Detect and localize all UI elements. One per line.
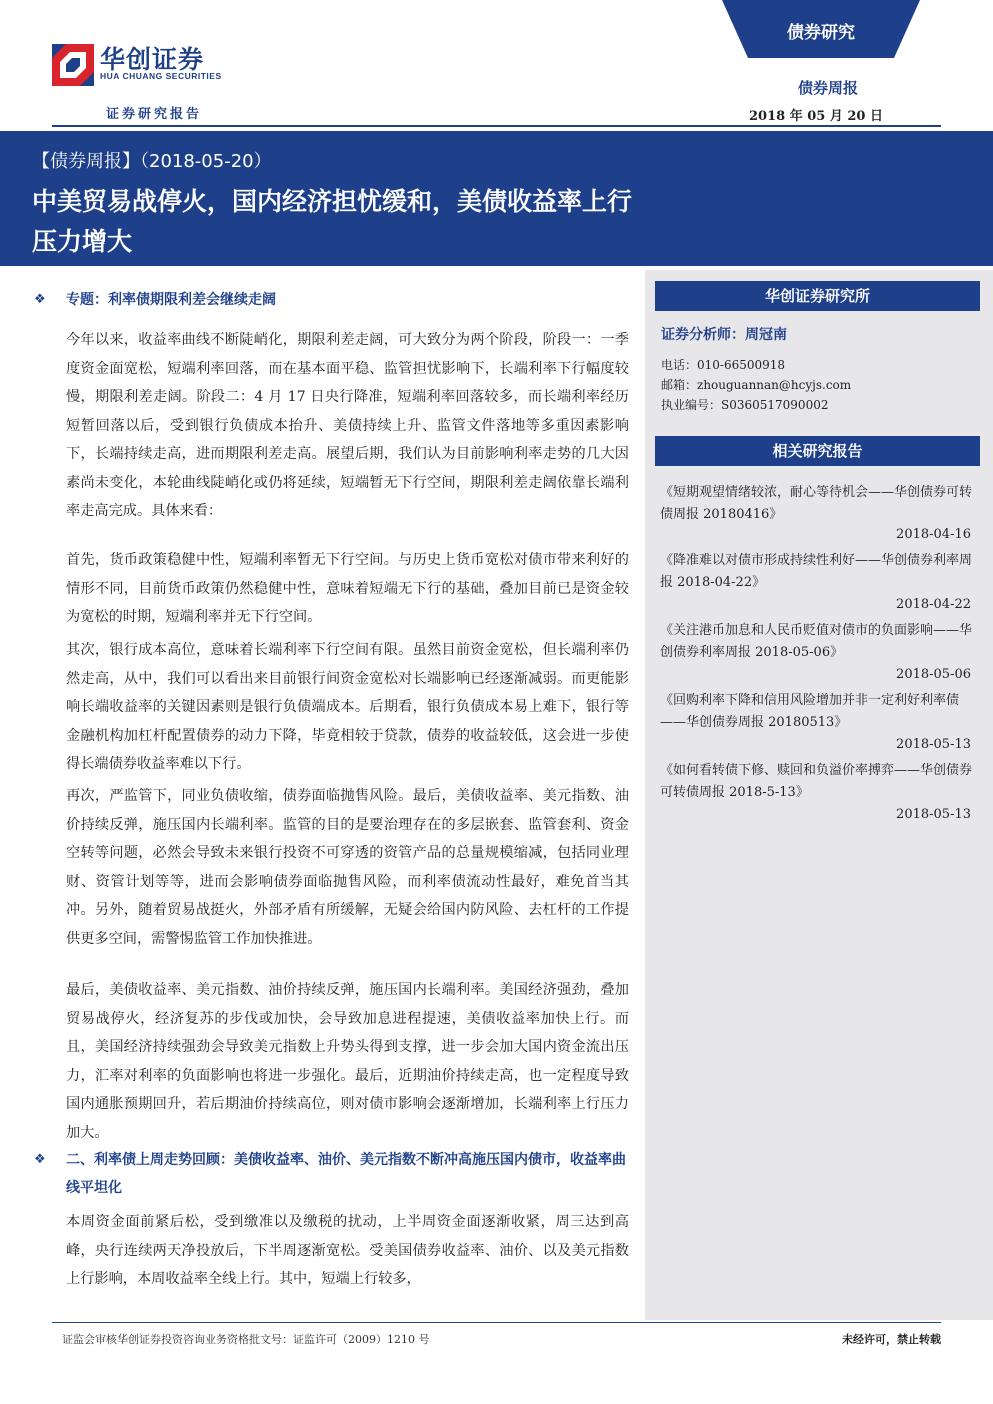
paragraph: 本周资金面前紧后松，受到缴准以及缴税的扰动，上半周资金面逐渐收紧，周三达到高峰，央行连续两天净投放后，下半周逐渐宽松。受美国债券收益率、油价、以及美元指数上行影响，本周收益率全线上行。其中，短端上行较多， <box>66 1214 629 1287</box>
related-reports-heading: 相关研究报告 <box>655 436 980 466</box>
related-report-date: 2018-04-22 <box>896 597 971 612</box>
logo-mark-icon <box>52 44 94 86</box>
footer-license-note: 证监会审核华创证券投资咨询业务资格批文号：证监许可（2009）1210 号 <box>62 1333 430 1346</box>
paragraph: 首先，货币政策稳健中性，短端利率暂无下行空间。与历史上货币宽松对债市带来利好的情形不同，目前货币政策仍然稳健中性，意味着短端无下行的基础，叠加目前已是资金较为宽松的时期，短端利率并无下行空间。 <box>66 552 629 625</box>
header-divider <box>52 125 941 127</box>
bullet-icon: ❖ <box>34 292 46 307</box>
corner-tab-label: 债券研究 <box>787 23 855 43</box>
report-category: 证券研究报告 <box>106 107 203 122</box>
analyst-email[interactable]: 邮箱：zhouguannan@hcyjs.com <box>661 378 852 392</box>
related-report-date: 2018-04-16 <box>896 527 971 542</box>
footer-copyright: 未经许可，禁止转载 <box>842 1333 941 1346</box>
section-heading: 专题：利率债期限利差会继续走阔 <box>66 292 276 308</box>
analyst-license: 执业编号：S0360517090002 <box>661 398 829 412</box>
related-report-title[interactable]: 《短期观望情绪较浓，耐心等待机会——华创债券可转债周报 20180416》 <box>660 485 973 522</box>
bullet-icon: ❖ <box>34 1152 46 1167</box>
related-report-title[interactable]: 《降准难以对债市形成持续性利好——华创债券利率周报 2018-04-22》 <box>660 553 973 590</box>
report-date: 2018 年 05 月 20 日 <box>749 109 883 124</box>
paragraph: 其次，银行成本高位，意味着长端利率下行空间有限。虽然目前资金宽松，但长端利率仍然走高，从中，我们可以看出来目前银行间资金宽松对长端影响已经逐渐减弱。而更能影响长端收益率的关键因素则是银行负债端成本。后期看，银行负债成本易上难下，银行等金融机构加杠杆配置债券的动力下降，毕竟相较于贷款，债券的收益较低，这会进一步使得长端债券收益率难以下行。 <box>66 642 629 772</box>
analyst-phone: 电话：010-66500918 <box>661 358 786 372</box>
report-type: 债券周报 <box>797 79 858 97</box>
analyst-name: 证券分析师：周冠南 <box>661 327 787 343</box>
section-heading: 二、利率债上周走势回顾：美债收益率、油价、美元指数不断冲高施压国内债市，收益率曲线平坦化 <box>66 1152 626 1196</box>
related-report-date: 2018-05-13 <box>896 737 971 752</box>
title-tag: 【债券周报】（2018-05-20） <box>32 151 272 172</box>
paragraph: 再次，严监管下，同业负债收缩，债券面临抛售风险。最后，美债收益率、美元指数、油价持续反弹，施压国内长端利率。监管的目的是要治理存在的多层嵌套、监管套利、资金空转等问题，必然会导致未来银行投资不可穿透的资管产品的总量规模缩减，包括同业理财、资管计划等等，进而会影响债券面临抛售风险，而利率债流动性最好，难免首当其冲。另外，随着贸易战挺火，外部矛盾有所缓解，无疑会给国内防风险、去杠杆的工作提供更多空间，需警惕监管工作加快推进。 <box>66 788 629 947</box>
page-title: 中美贸易战停火，国内经济担忧缓和，美债收益率上行压力增大 <box>32 187 633 256</box>
paragraph: 最后，美债收益率、美元指数、油价持续反弹，施压国内长端利率。美国经济强劲，叠加贸易战停火，经济复苏的步伐或加快，会导致加息进程提速，美债收益率加快上行。而且，美国经济持续强劲会导致美元指数上升势头得到支撑，进一步会加大国内资金流出压力，汇率对利率的负面影响也将进一步强化。最后，近期油价持续走高，也一定程度导致国内通胀预期回升，若后期油价持续高位，则对债市影响会逐渐增加，长端利率上行压力加大。 <box>66 982 629 1141</box>
paragraph: 今年以来，收益率曲线不断陡峭化，期限利差走阔，可大致分为两个阶段，阶段一：一季度资金面宽松，短端利率回落，而在基本面平稳、监管担忧影响下，长端利率下行幅度较慢，期限利差走阔。阶段二：4 月 17 日央行降准，短端利率回落较多，而长端利率经历短暂回落以后，受到银行负债成本抬升、美债持续上升、监管文件落地等多重因素影响下，长端持续走高，进而期限利差走高。展望后期，我们认为目前影响利率走势的几大因素尚未变化，本轮曲线陡峭化或仍将延续，短端暂无下行空间，期限利差走阔依靠长端利率走高完成。具体来看： <box>66 332 629 519</box>
related-report-date: 2018-05-13 <box>896 807 971 822</box>
related-report-title[interactable]: 《如何看转债下修、赎回和负溢价率搏弈——华创债券可转债周报 2018-5-13》 <box>660 763 973 800</box>
related-report-title[interactable]: 《回购利率下降和信用风险增加并非一定利好利率债——华创债券周报 20180513》 <box>660 693 960 730</box>
logo-name-en: HUA CHUANG SECURITIES <box>100 71 222 81</box>
related-report-date: 2018-05-06 <box>896 667 971 682</box>
institute-heading: 华创证券研究所 <box>655 281 980 311</box>
related-report-title[interactable]: 《关注港币加息和人民币贬值对债市的负面影响——华创债券利率周报 2018-05-06》 <box>660 623 973 660</box>
logo-name-cn: 华创证券 <box>100 45 205 74</box>
footer-divider <box>52 1322 941 1323</box>
